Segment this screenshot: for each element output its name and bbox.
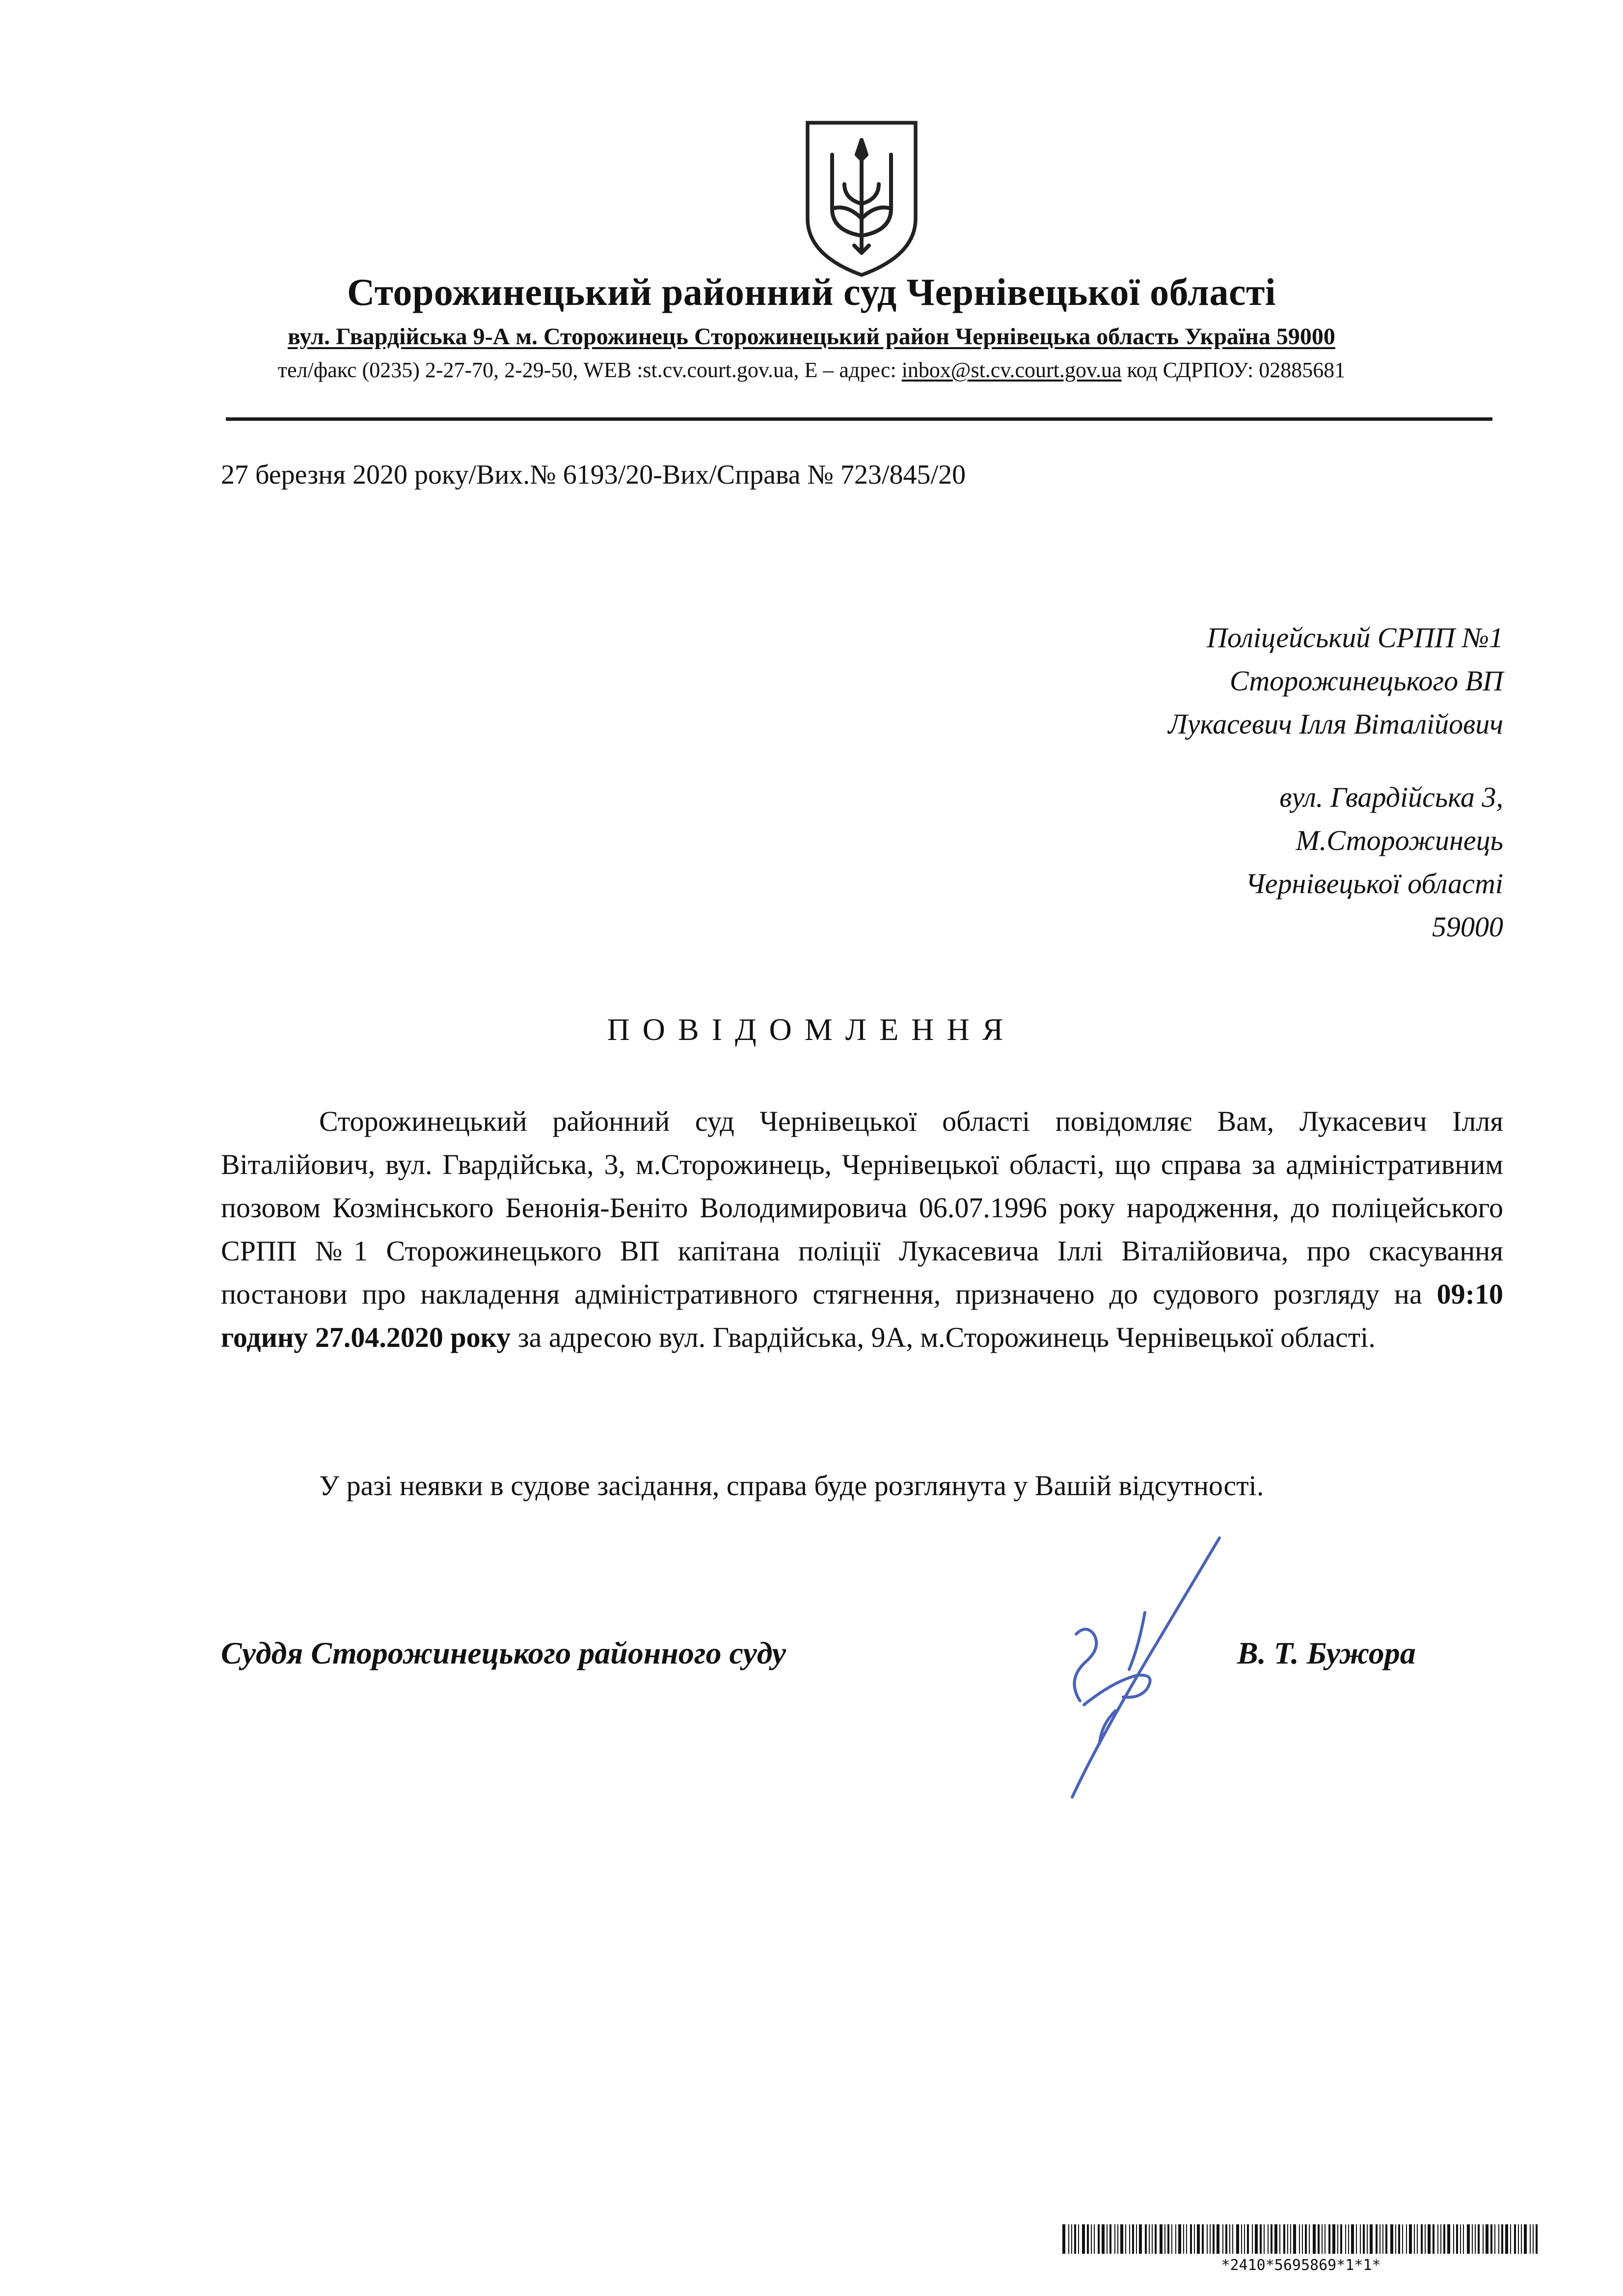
paragraph-text: Сторожинецький районний суд Чернівецької області повідомляє Вам, Лукасевич Ілля Віталійович, вул. Гвардійська, 3, м.Сторожинець, Чернівецької області, що справа за адміністративним позовом Козмінського Бенонія-Беніто Володимировича 06.07.1996 року народження, до поліцейського СРПП №1 Сторожинецького ВП капітана поліції Лукасевича Іллі Віталійовича, про скасування постанови про накладення адміністративного стягнення, призначено до судового розгляду на — [221, 1105, 1503, 1310]
hearing-datetime: 09:10 годину 27.04.2020 року — [221, 1278, 1503, 1353]
recipient-address-line: вул. Гвардійська 3, — [1279, 781, 1503, 813]
barcode-icon — [1060, 2224, 1542, 2254]
handwritten-signature-icon — [992, 1532, 1247, 1807]
contacts-prefix: тел/факс (0235) 2-27-70, 2-29-50, WEB :st.cv.court.gov.ua, E – адрес: — [277, 358, 902, 382]
header-divider — [226, 417, 1492, 421]
trident-emblem-icon — [800, 118, 923, 280]
body-paragraph — [221, 1100, 1503, 1359]
signatory-position: Суддя Сторожинецького районного суду — [221, 1636, 786, 1670]
document-title: ПОВІДОМЛЕННЯ — [607, 1012, 1016, 1047]
court-name: Сторожинецький районний суд Чернівецької області — [347, 271, 1276, 313]
body-paragraph: У разі неявки в судове засідання, справа буде розглянута у Вашій відсутності. — [319, 1470, 1264, 1502]
court-address-text: вул. Гвардійська 9-А м. Сторожинець Сторожинецький район Чернівецька область Україна 59000 — [288, 324, 1335, 350]
recipient-line: Поліцейський СРПП №1 — [1207, 622, 1503, 654]
court-contacts — [0, 357, 1623, 383]
recipient-line: Лукасевич Ілля Віталійович — [1168, 708, 1503, 740]
paragraph-text: за адресою вул. Гвардійська, 9А, м.Сторожинець Чернівецької області. — [511, 1321, 1376, 1353]
reference-line: 27 березня 2020 року/Вих.№ 6193/20-Вих/Справа № 723/845/20 — [221, 460, 966, 490]
court-address — [0, 323, 1623, 350]
barcode-number: *2410*5695869*1*1* — [1221, 2257, 1381, 2274]
recipient-address-line: Чернівецької області — [1245, 868, 1503, 900]
signatory-name: В. Т. Бужора — [1237, 1636, 1416, 1670]
recipient-address-line: 59000 — [1432, 911, 1503, 943]
recipient-line: Сторожинецького ВП — [1229, 665, 1503, 697]
recipient-address-block — [1245, 776, 1503, 949]
recipient-block — [1168, 616, 1503, 746]
contacts-suffix: код СДРПОУ: 02885681 — [1121, 358, 1346, 382]
email-link[interactable]: inbox@st.cv.court.gov.ua — [901, 358, 1122, 382]
recipient-address-line: М.Сторожинець — [1296, 824, 1503, 856]
